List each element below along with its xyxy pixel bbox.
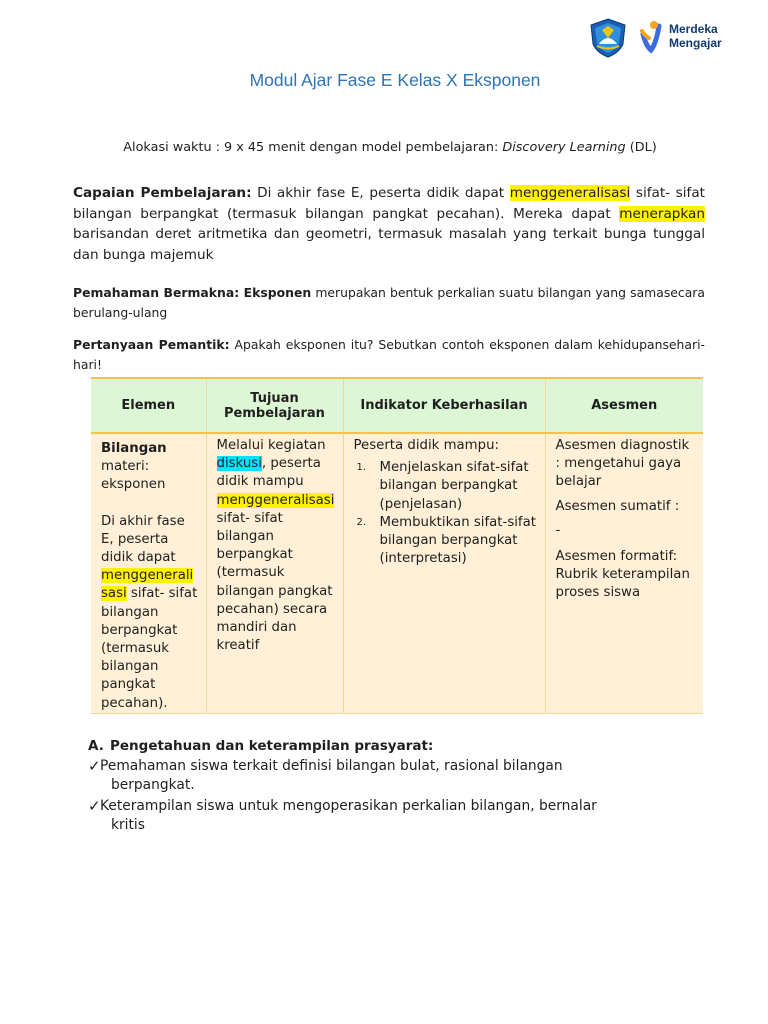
capaian-text-3: barisandan deret aritmetika dan geometri, termasuk masalah yang terkait bunga tunggal dan bunga majemuk (73, 226, 705, 263)
capaian-text-2: sifat- sifat bilangan berpangkat (termasuk bilangan pangkat pecahan). Mereka dapat (73, 185, 705, 222)
asesmen-diagnostik: Asesmen diagnostik : mengetahui gaya belajar (555, 438, 690, 490)
elemen-text-1: materi: eksponen (101, 459, 166, 493)
tujuan-text-1: Melalui kegiatan (216, 438, 326, 453)
logo-text-line2: Mengajar (669, 36, 722, 50)
capaian-highlight-2: menerapkan (619, 205, 705, 222)
header-elemen: Elemen (91, 378, 206, 433)
alokasi-model: Discovery Learning (502, 140, 626, 155)
elemen-block-1 (101, 440, 198, 495)
tujuan-highlight: menggeneralisasi (216, 492, 335, 508)
pertanyaan-label: Pertanyaan Pemantik: (73, 337, 230, 352)
pertanyaan-text: Apakah eksponen itu? Sebutkan contoh eksponen dalam kehidupansehari-hari! (73, 337, 705, 372)
header-asesmen: Asesmen (545, 378, 703, 433)
logo-text-line1: Merdeka (669, 22, 718, 36)
capaian-pembelajaran (73, 183, 705, 265)
indikator-num-1: 1. (356, 462, 367, 474)
prasyarat-letter: A. (88, 738, 104, 754)
tujuan-text-3: sifat- sifat bilangan berpangkat (termasuk bilangan pangkat pecahan) secara mandiri dan kreatif (216, 510, 333, 654)
capaian-label: Capaian Pembelajaran: (73, 185, 252, 201)
prasyarat-item-text-2: Keterampilan siswa untuk mengoperasikan perkalian bilangan, bernalar kritis (100, 798, 597, 833)
pemahaman-label: Pemahaman Bermakna: Eksponen (73, 285, 312, 300)
elemen-highlight: menggenerali sasi (101, 568, 194, 602)
cell-asesmen (545, 433, 703, 713)
alokasi-suffix: (DL) (625, 140, 657, 155)
header-indikator: Indikator Keberhasilan (343, 378, 545, 433)
cell-elemen (91, 433, 206, 713)
alokasi-prefix: Alokasi waktu : 9 x 45 menit dengan model pembelajaran: (123, 140, 503, 155)
pemahaman-bermakna (73, 283, 705, 323)
prasyarat-item-text-1: Pemahaman siswa terkait definisi bilangan bulat, rasional bilangan berpangkat. (100, 758, 563, 793)
prasyarat-item-2 (88, 797, 608, 834)
list-item (354, 514, 537, 569)
modul-table (91, 377, 703, 714)
asesmen-sumatif-value: - (555, 522, 561, 538)
prasyarat-item-1 (88, 757, 608, 794)
table-header-row (91, 378, 703, 433)
elemen-text-3: sifat- sifat bilangan berpangkat (termasuk bilangan pangkat pecahan). (101, 586, 198, 711)
asesmen-formatif: Asesmen formatif: Rubrik keterampilan proses siswa (555, 549, 690, 601)
capaian-text-1: Di akhir fase E, peserta didik dapat (251, 185, 510, 201)
indikator-intro: Peserta didik mampu: (353, 438, 499, 453)
tujuan-text-2: , peserta didik mampu (216, 456, 321, 490)
indikator-list (354, 459, 537, 568)
alokasi-waktu (0, 140, 768, 155)
pemda-logo (588, 18, 628, 58)
pemahaman-text: merupakan bentuk perkalian suatu bilangan yang samasecara berulang-ulang (73, 285, 705, 320)
merdeka-mengajar-logo-text (669, 22, 749, 50)
indikator-text-2: Membuktikan sifat-sifat bilangan berpangkat (interpretasi) (379, 514, 536, 567)
cell-indikator (343, 433, 545, 713)
pertanyaan-pemantik (73, 335, 705, 375)
indikator-text-1: Menjelaskan sifat-sifat bilangan berpangkat (penjelasan) (379, 460, 529, 512)
elemen-block-2 (101, 513, 198, 713)
prasyarat-title: Pengetahuan dan keterampilan prasyarat: (110, 738, 434, 754)
elemen-bold: Bilangan (101, 441, 167, 456)
cell-tujuan (206, 433, 343, 713)
prasyarat-heading (88, 738, 433, 754)
capaian-highlight-1: menggeneralisasi (509, 185, 631, 201)
asesmen-sumatif: Asesmen sumatif : (555, 498, 680, 514)
checkmark-icon: ✓ (88, 757, 101, 775)
table-row (91, 433, 703, 713)
elemen-text-2: Di akhir fase E, peserta didik dapat (101, 513, 185, 566)
header-tujuan: Tujuan Pembelajaran (206, 378, 343, 433)
tujuan-highlight-cyan: diskusi (216, 456, 262, 472)
page-title: Modul Ajar Fase E Kelas X Eksponen (249, 70, 541, 90)
indikator-num-2: 2. (356, 516, 367, 528)
list-item (354, 459, 537, 514)
checkmark-icon: ✓ (88, 797, 101, 815)
